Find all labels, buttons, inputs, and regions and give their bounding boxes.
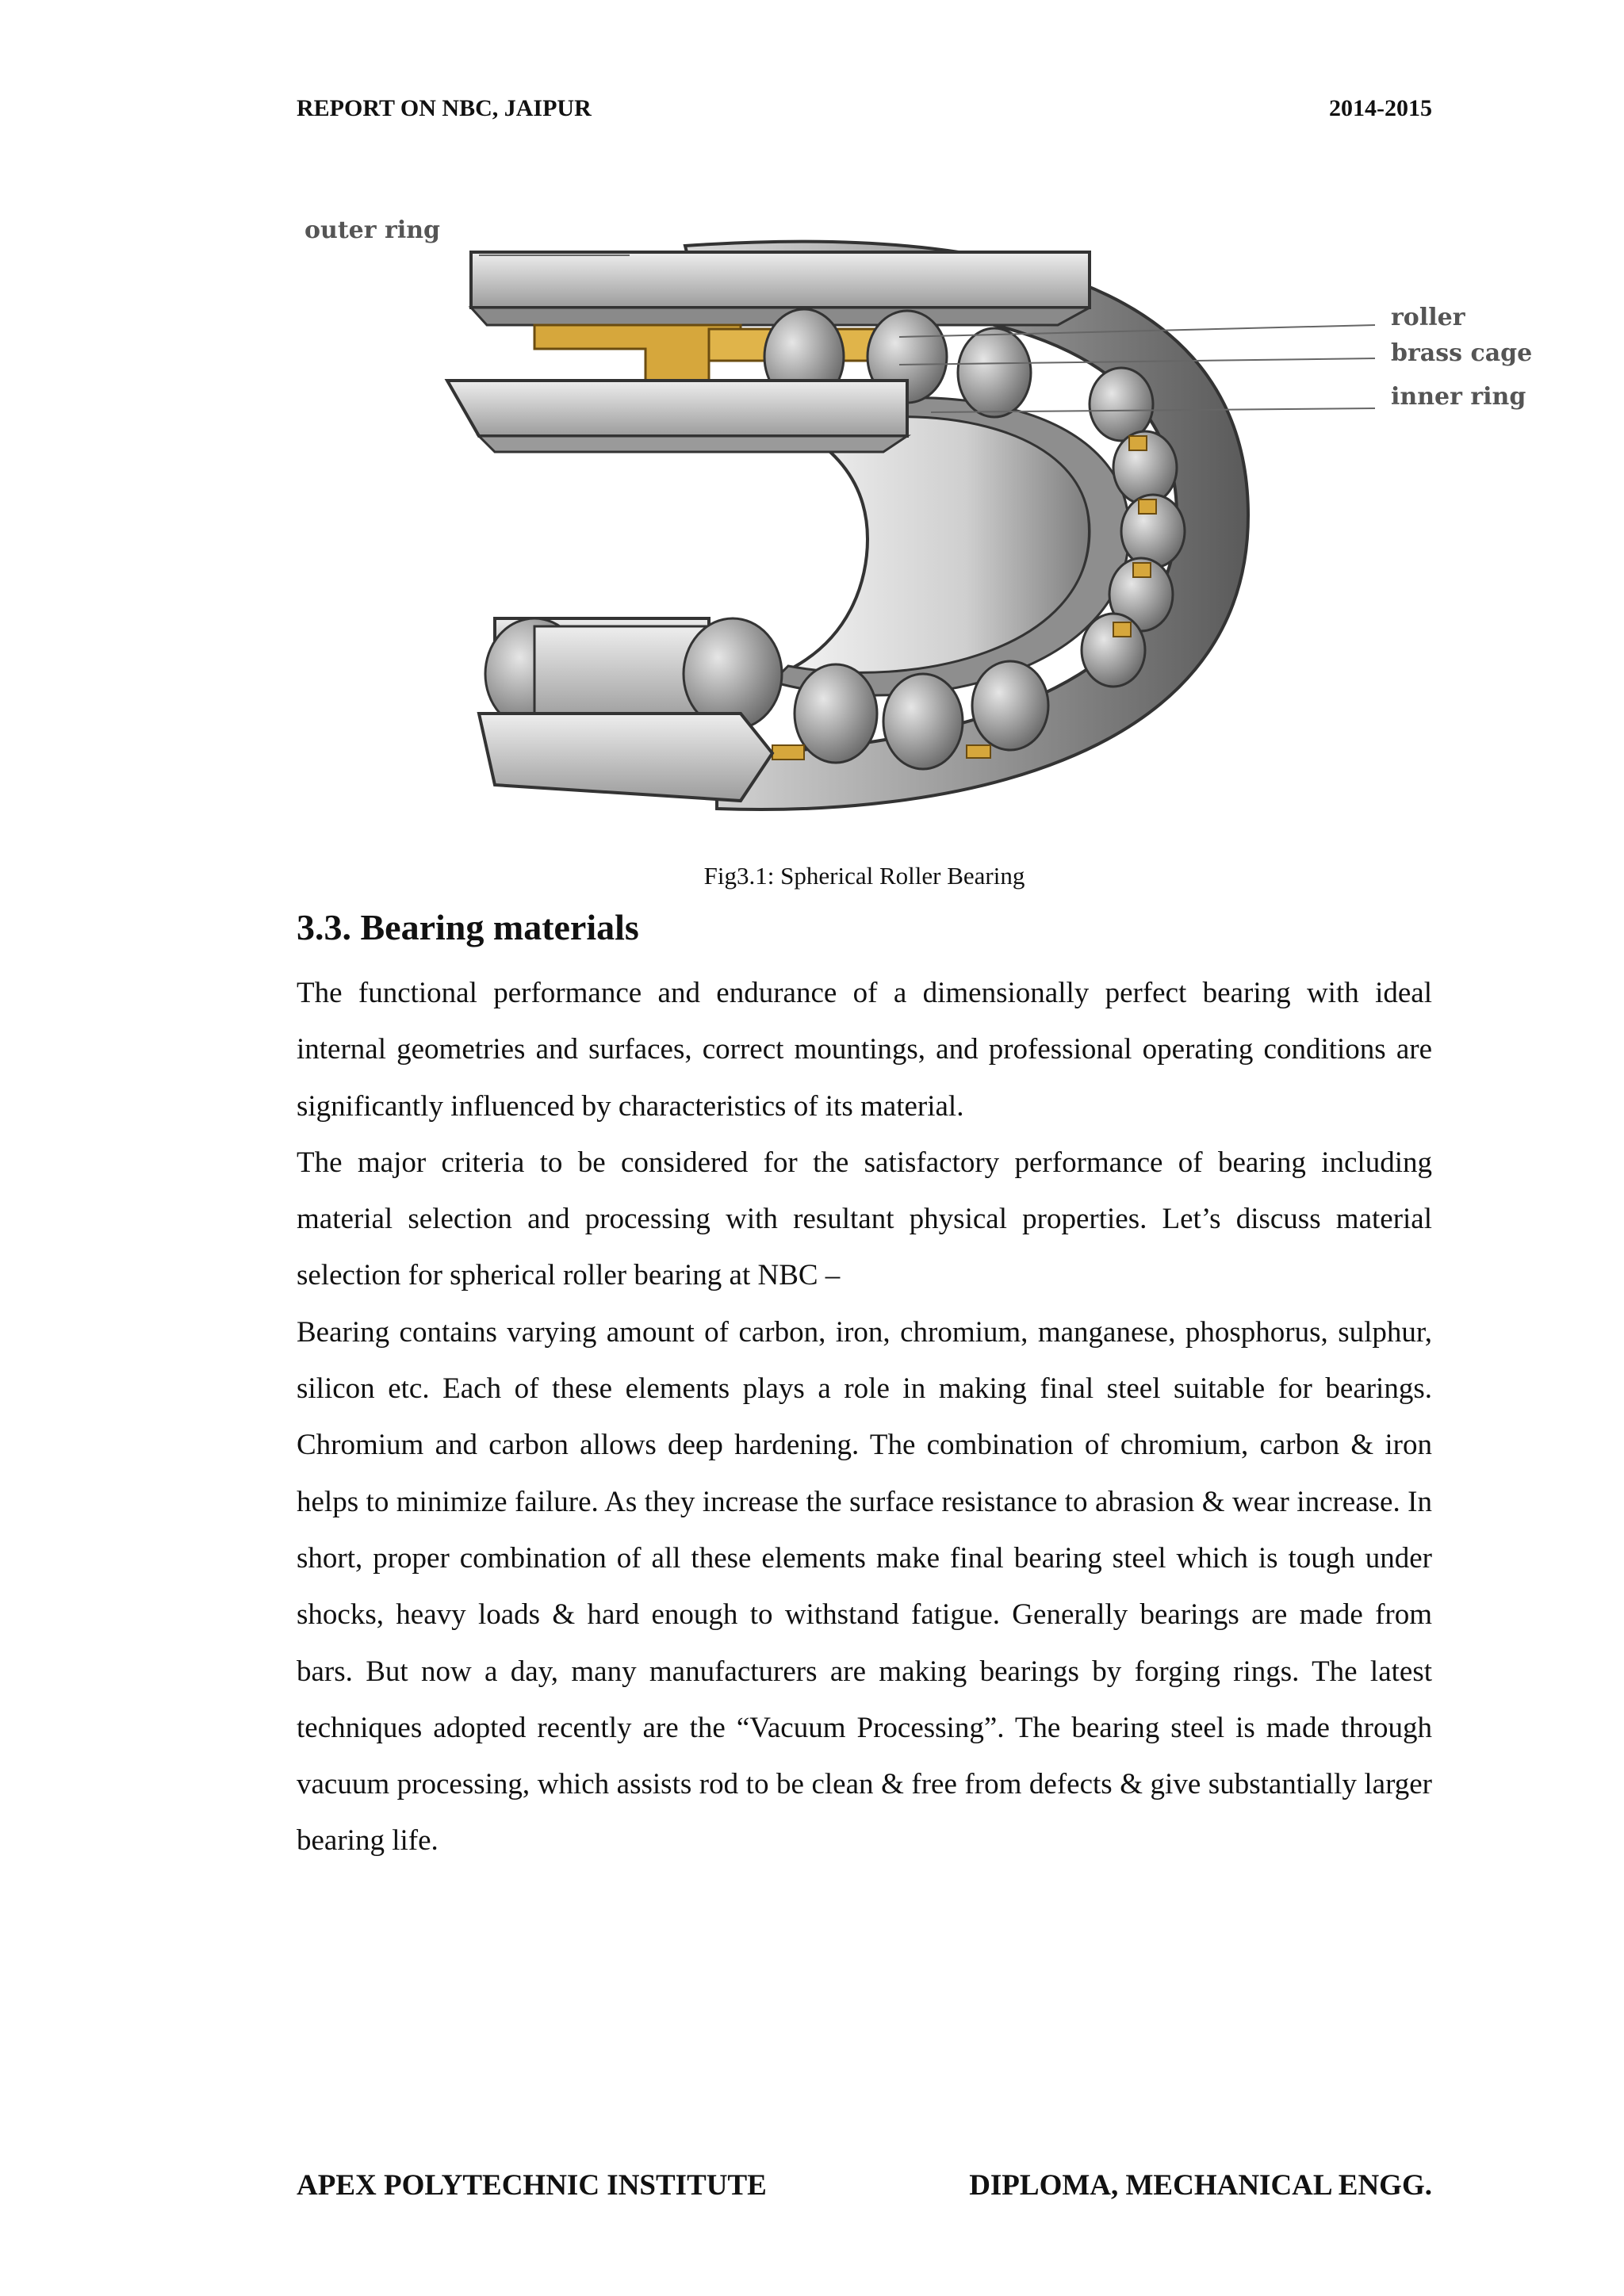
- footer-institute: APEX POLYTECHNIC INSTITUTE: [297, 2169, 767, 2202]
- figure-caption: Fig3.1: Spherical Roller Bearing: [703, 862, 1025, 890]
- label-roller: roller: [1391, 304, 1465, 331]
- section-title: 3.3. Bearing materials: [297, 907, 639, 947]
- section-body: [297, 965, 1432, 1869]
- label-outer-ring: outer ring: [304, 216, 441, 244]
- header-title: REPORT ON NBC, JAIPUR: [297, 95, 592, 121]
- page-header: [297, 95, 1432, 135]
- label-brass-cage: brass cage: [1391, 339, 1533, 367]
- footer-course: DIPLOMA, MECHANICAL ENGG.: [969, 2169, 1432, 2202]
- header-year: 2014-2015: [1329, 95, 1432, 121]
- paragraph-3: Bearing contains varying amount of carbon, iron, chromium, manganese, phosphorus, sulphur, silicon etc. Each of these elements plays a role in making final steel suitable for bearings. Chromium and carbon allows deep hardening. The combination of chromium, carbon & iron helps to minimize failure. As they increase the surface resistance to abrasion & wear increase. In short, proper combination of all these elements make final bearing steel which is tough under shocks, heavy loads & hard enough to withstand fatigue. Generally bearings are made from bars. But now a day, many manufacturers are making bearings by forging rings. The latest techniques adopted recently are the “Vacuum Processing”. The bearing steel is made through vacuum processing, which assists rod to be clean & free from defects & give substantially larger bearing life.: [297, 1315, 1432, 1858]
- paragraph-2: The major criteria to be considered for the satisfactory performance of bearing including material selection and processing with resultant physical properties. Let’s discuss material selection for spherical roller bearing at NBC –: [297, 1146, 1432, 1292]
- label-inner-ring: inner ring: [1391, 383, 1526, 411]
- inner-ring-bottom-slab: [479, 714, 772, 801]
- bearing-figure: [297, 198, 1581, 848]
- spherical-roller-bearing-illustration: [297, 198, 1581, 848]
- paragraph-1: The functional performance and endurance of a dimensionally perfect bearing with ideal internal geometries and surfaces, correct mountings, and professional operating conditions are significantly influenced by characteristics of its material.: [297, 977, 1432, 1123]
- outer-ring-top-slab: [471, 252, 1090, 308]
- inner-ring-top-slab: [447, 381, 907, 436]
- page-footer: [297, 2168, 1432, 2208]
